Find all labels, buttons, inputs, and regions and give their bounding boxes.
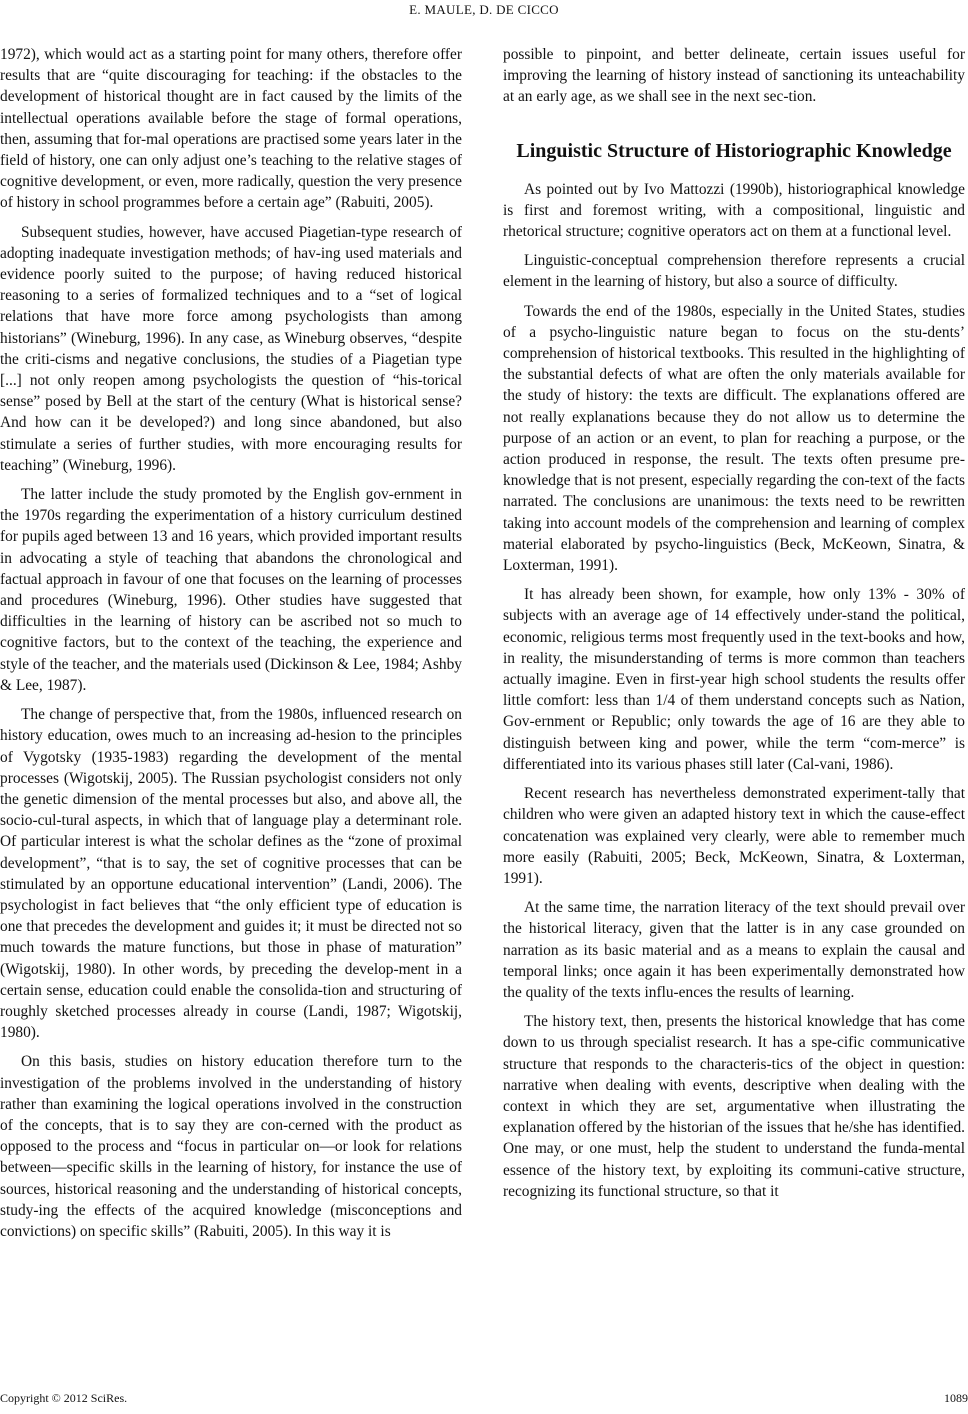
running-head: E. MAULE, D. DE CICCO [409, 2, 559, 17]
paragraph: Subsequent studies, however, have accused Piagetian-type research of adopting inadequate investigation methods; of hav-ing used materials and evidence poorly suited to the purpose; of having reduced historical reasoning to a series of formalized techniques and to a “set of logical relations that have more force among psychologists than among historians” (Wineburg, 1996). In any case, as Wineburg observes, “despite the criti-cisms and negative conclusions, the studies of a Piagetian type [...] not only reopen among psychologists the question of “his-torical sense” posed by Bell at the start of the century (What is historical sense? And how can it be developed?) and long since abandoned, but also stimulate a series of further studies, with more encouraging results for teaching” (Wineburg, 1996). [0, 223, 462, 474]
paragraph: As pointed out by Ivo Mattozzi (1990b), historiographical knowledge is first and foremost writing, with a compositional, linguistic and rhetorical structure; cognitive operators act on them at a functional level. [503, 180, 965, 241]
paragraph: 1972), which would act as a starting point for many others, therefore offer results that are “quite discouraging for teaching: if the obstacles to the development of historical thought are in fact caused by the limits of the intellectual operations available before the stage of formal operations, then, assuming that for-mal operations are practised some years later in the field of history, one can only adjust one’s teaching to the relative stages of cognitive development, or even, more radically, question the very presence of history in school programmes before a certain age” (Rabuiti, 2005). [0, 46, 462, 212]
paragraph: The change of perspective that, from the 1980s, influenced research on history education, owes much to an increasing ad-hesion to the principles of Vygotsky (1935-1983) regarding the development of the mental processes (Wigotskij, 2005). The Russian psychologist considers not only the genetic dimension of the mental processes but also, and above all, the socio-cul-tural aspects, in which that of language play a determinant role. Of particular interest is what the scholar defines as the “zone of proximal development”, “that is to say, the set of cognitive processes that can be stimulated by an opportune educational intervention” (Landi, 2006). The psychologist in fact believes that “the only efficient type of education is one that precedes the development and guides it; it must be directed not so much towards the mature functions, but those in phase of maturation” (Wigotskij, 1980). In other words, by preceding the develop-ment in a certain sense, education could enable the consolida-tion and structuring of roughly sketched processes already in course (Landi, 1987; Wigotskij, 1980). [0, 706, 462, 1042]
copyright-notice: Copyright © 2012 SciRes. [0, 1391, 128, 1405]
paragraph: Towards the end of the 1980s, especially in the United States, studies of a psycho-linguistic nature began to focus on the stu-dents’ comprehension of historical textbooks. This resulted in the highlighting of the substantial defects of what are often the only materials available for the study of history: the texts are difficult. The explanations offered are not really explanations because they do not allow us to determine the purpose of an action or an event, to plan for reaching a purpose, or the action produced in response, the result. The texts often presume pre-knowledge that is not present, especially regarding the con-text of the facts narrated. The conclusions are unanimous: the texts need to be rewritten taking into account models of the comprehension and learning of complex material elaborated by psycho-linguistics (Beck, McKeown, Sinatra, & Loxterman, 1991). [503, 302, 965, 575]
left-column [0, 44, 462, 1250]
paragraph: possible to pinpoint, and better delineate, certain issues useful for improving the learning of history instead of sanctioning its unteachability at an early age, as we shall see in the next sec-tion. [503, 46, 965, 106]
paragraph: It has already been shown, for example, how only 13% - 30% of subjects with an average age of 14 effectively under-stand the political, economic, religious terms most frequently used in the text-books and how, in reality, the misunderstanding of terms is more common than teachers actually imagine. Even in first-year high school students the results offer little comfort: less than 1/4 of them understand concepts such as Nation, Gov-ernment or Republic; only towards the age of 16 are they able to distinguish between king and power, while the term “com-merce” is differentiated into its various phases still later (Cal-vani, 1986). [503, 586, 965, 773]
paragraph: On this basis, studies on history education therefore turn to the investigation of the problems involved in the understanding of history rather than examining the logical operations involved in the construction of the concepts, that is to say they are con-cerned with the product as opposed to the process and “focus in particular on—or look for relations between—specific skills in the learning of history, for instance the use of sources, historical reasoning and the understanding of historical concepts, study-ing the effects of the acquired knowledge (misconceptions and convictions) on specific skills” (Rabuiti, 2005). In this way it is [0, 1053, 462, 1240]
paragraph: Recent research has nevertheless demonstrated experiment-tally that children who were given an adapted history text in which the cause-effect concatenation was explained very clearly, were able to remember much more easily (Rabuiti, 2005; Beck, McKeown, Sinatra, & Loxterman, 1991). [503, 785, 965, 887]
paragraph: The history text, then, presents the historical knowledge that has come down to us through specialist research. It has a spe-cific communicative structure that responds to the characteris-tics of the object in question: narrative when dealing with events, descriptive when dealing with the context in which they are set, argumentative when illustrating the explanation offered by the historian of the issues that he/she has identified. One may, or one must, help the student to understand the funda-mental essence of the history text, by exploiting its communi-cative structure, recognizing its functional structure, so that it [503, 1013, 965, 1200]
paragraph: At the same time, the narration literacy of the text should prevail over the historical literacy, given that the latter is in any case grounded on narration as its basic material and as a means to explain the causal and temporal links; once again it has been experimentally demonstrated how the quality of the texts influ-ences the results of learning. [503, 899, 965, 1001]
page-number: 1089 [944, 1391, 968, 1405]
right-column [503, 44, 965, 1210]
paragraph: The latter include the study promoted by the English gov-ernment in the 1970s regarding the experimentation of a history curriculum destined for pupils aged between 13 and 16 years, which provided important results in advocating a style of teaching that abandons the chronological and factual approach in favour of one that focuses on the learning of processes and procedures (Wineburg, 1996). Other studies have suggested that difficulties in the learning of history can be ascribed not so much to cognitive factors, but to the context of the teaching, the experience and style of the teacher, and the materials used (Dickinson & Lee, 1984; Ashby & Lee, 1987). [0, 486, 462, 694]
section-title: Linguistic Structure of Historiographic Knowledge [516, 139, 952, 162]
paragraph: Linguistic-conceptual comprehension therefore represents a crucial element in the learning of history, but also a source of difficulty. [503, 252, 965, 291]
